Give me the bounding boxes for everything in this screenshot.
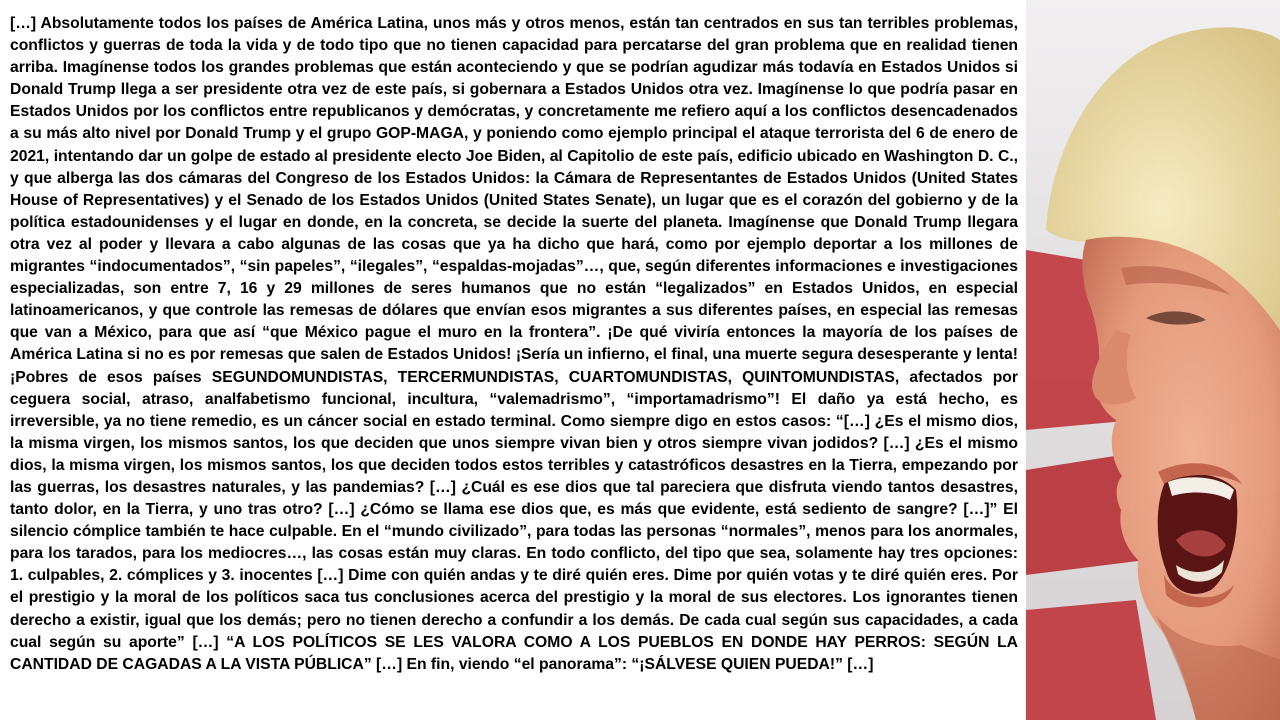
portrait-photo [1026,0,1280,720]
portrait-illustration [1026,0,1280,720]
article-text: […] Absolutamente todos los países de América Latina, unos más y otros menos, están tan centrados en sus tan terribles problemas, conflictos y guerras de toda la vida y de todo tipo que no tienen capacidad para percatarse del gran problema que en realidad tienen arriba. Imagínense todos los grandes problemas que están aconteciendo y que se podrían agudizar más todavía en Estados Unidos si Donald Trump llega a ser presidente otra vez de este país, si gobernara a Estados Unidos otra vez. Imagínense lo que podría pasar en Estados Unidos por los conflictos entre republicanos y demócratas, y concretamente me refiero aquí a los conflictos desencadenados a su más alto nivel por Donald Trump y el grupo GOP-MAGA, y poniendo como ejemplo principal el ataque terrorista del 6 de enero de 2021, intentando dar un golpe de estado al presidente electo Joe Biden, al Capitolio de este país, edificio ubicado en Washington D. C., y que alberga las dos cámaras del Congreso de los Estados Unidos: la Cámara de Representantes de Estados Unidos (United States House of Representatives) y el Senado de los Estados Unidos (United States Senate), un lugar que es el corazón del gobierno y de la política estadounidenses y el lugar en donde, en la concreta, se decide la suerte del planeta. Imagínense que Donald Trump llegara otra vez al poder y llevara a cabo algunas de las cosas que ya ha dicho que hará, como por ejemplo deportar a los millones de migrantes “indocumentados”, “sin papeles”, “ilegales”, “espaldas-mojadas”…, que, según diferentes informaciones e investigaciones especializadas, son entre 7, 16 y 29 millones de seres humanos que no están “legalizados” en Estados Unidos, en especial latinoamericanos, y que controle las remesas de dólares que envían esos migrantes a sus diferentes países, en especial las remesas que van a México, para que así “que México pague el muro en la frontera”. ¡De qué viviría entonces la mayoría de los países de América Latina si no es por remesas que salen de Estados Unidos! ¡Sería un infierno, el final, una muerte segura desesperante y lenta! ¡Pobres de esos países SEGUNDOMUNDISTAS, TERCERMUNDISTAS, CUARTOMUNDISTAS, QUINTOMUNDISTAS, afectados por ceguera social, atraso, analfabetismo funcional, incultura, “valemadrismo”, “importamadrismo”! El daño ya está hecho, es irreversible, ya no tiene remedio, es un cáncer social en estado terminal. Como siempre digo en estos casos: “[…] ¿Es el mismo dios, la misma virgen, los mismos santos, los que deciden que unos siempre vivan bien y otros siempre vivan jodidos? […] ¿Es el mismo dios, la misma virgen, los mismos santos, los que deciden todos estos terribles y catastróficos desastres en la Tierra, empezando por las guerras, los desastres naturales, y las pandemias? […] ¿Cuál es ese dios que tal pareciera que disfruta viendo tantos desastres, tanto dolor, en la Tierra, y uno tras otro? […] ¿Cómo se llama ese dios que, es más que evidente, está sediento de sangre? […]” El silencio cómplice también te hace culpable. En el “mundo civilizado”, para todas las personas “normales”, menos para los anormales, para los tarados, para los mediocres…, las cosas están muy claras. En todo conflicto, del tipo que sea, solamente hay tres opciones: 1. culpables, 2. cómplices y 3. inocentes […] Dime con quién andas y te diré quién eres. Dime por quién votas y te diré quién eres. Por el prestigio y la moral de los políticos saca tus conclusiones acerca del prestigio y la moral de sus electores. Los ignorantes tienen derecho a existir, igual que los demás; pero no tienen derecho a confundir a los demás. De cada cual según sus capacidades, a cada cual según su aporte” […] “A LOS POLÍTICOS SE LES VALORA COMO A LOS PUEBLOS EN DONDE HAY PERROS: SEGÚN LA CANTIDAD DE CAGADAS A LA VISTA PÚBLICA” […] En fin, viendo “el panorama”: “¡SÁLVESE QUIEN PUEDA!” […] [10,15,1018,673]
